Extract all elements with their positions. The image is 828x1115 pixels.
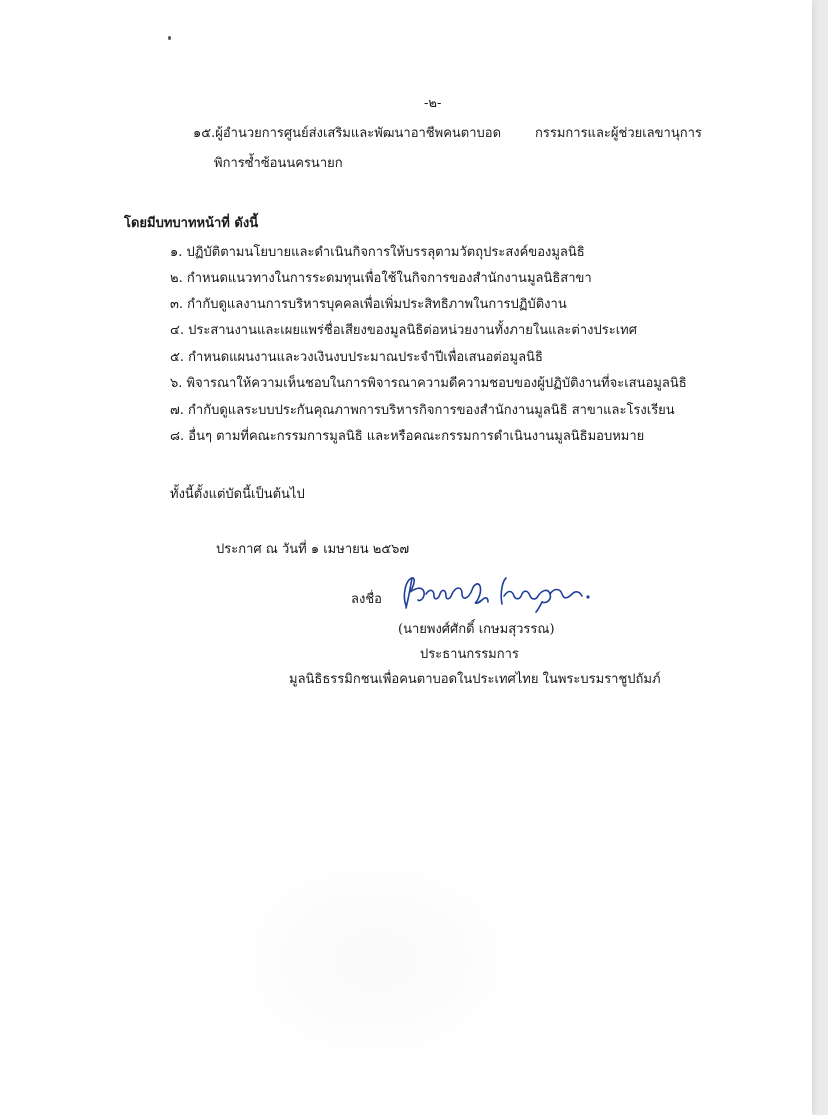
- item-15-role: กรรมการและผู้ช่วยเลขานุการ: [535, 126, 702, 141]
- sign-label: ลงชื่อ: [351, 592, 382, 607]
- signer-name: (นายพงศ์ศักดิ์ เกษมสุวรรณ): [398, 622, 555, 637]
- duty-item-4: ๔. ประสานงานและเผยแพร่ชื่อเสียงของมูลนิธิต่อหน่วยงานทั้งภายในและต่างประเทศ: [170, 323, 637, 338]
- item-15-name-line: พิการซ้ำซ้อนนครนายก: [214, 156, 343, 171]
- duty-item-7: ๗. กำกับดูแลระบบประกันคุณภาพการบริหารกิจการของสำนักงานมูลนิธิ สาขาและโรงเรียน: [170, 403, 675, 418]
- duty-item-3: ๓. กำกับดูแลงานการบริหารบุคคลเพื่อเพิ่มประสิทธิภาพในการปฏิบัติงาน: [170, 297, 567, 312]
- item-15-label: ๑๕.ผู้อำนวยการศูนย์ส่งเสริมและพัฒนาอาชีพคนตาบอด: [193, 126, 502, 141]
- organization-name: มูลนิธิธรรมิกชนเพื่อคนตาบอดในประเทศไทย ในพระบรมราชูปถัมภ์: [289, 672, 661, 687]
- handwritten-signature: [392, 572, 602, 614]
- signer-title: ประธานกรรมการ: [420, 647, 519, 662]
- page-number: -๒-: [424, 96, 442, 111]
- announcement-date: ประกาศ ณ วันที่ ๑ เมษายน ๒๕๖๗: [216, 542, 410, 557]
- faint-bleed-through: [210, 840, 540, 1080]
- duty-item-8: ๘. อื่นๆ ตามที่คณะกรรมการมูลนิธิ และหรือคณะกรรมการดำเนินงานมูลนิธิมอบหมาย: [170, 429, 645, 444]
- duty-item-1: ๑. ปฏิบัติตามนโยบายและดำเนินกิจการให้บรรลุตามวัตถุประสงค์ของมูลนิธิ: [170, 245, 585, 260]
- duty-item-6: ๖. พิจารณาให้ความเห็นชอบในการพิจารณาความดีความชอบของผู้ปฏิบัติงานที่จะเสนอมูลนิธิ: [170, 376, 687, 391]
- duty-item-2: ๒. กำหนดแนวทางในการระดมทุนเพื่อใช้ในกิจการของสำนักงานมูลนิธิสาขา: [170, 271, 592, 286]
- duties-heading: โดยมีบทบาทหน้าที่ ดังนี้: [124, 216, 259, 231]
- duty-item-5: ๕. กำหนดแผนงานและวงเงินงบประมาณประจำปีเพื่อเสนอต่อมูลนิธิ: [170, 350, 543, 365]
- effective-date-text: ทั้งนี้ตั้งแต่บัดนี้เป็นต้นไป: [170, 487, 305, 502]
- speck-mark: [168, 36, 171, 40]
